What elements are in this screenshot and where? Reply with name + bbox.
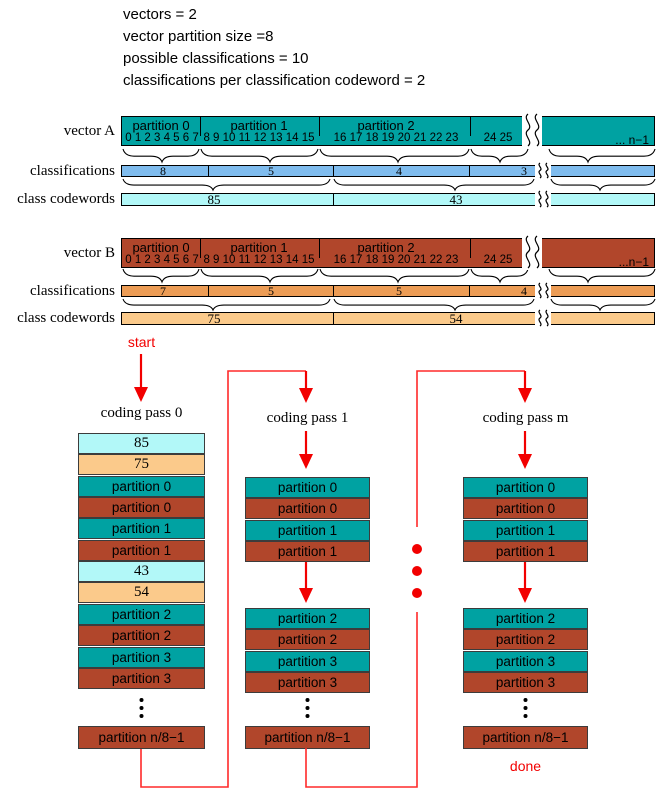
column-ellipsis-dots [140,698,528,718]
partition-divider [319,239,320,258]
partition-divider [470,117,471,136]
done-label: done [509,758,542,774]
coding-pass-0-label: coding pass 0 [100,405,183,421]
pass-block: partition 2 [245,608,370,629]
codeword-bar-a [121,193,655,206]
codeword-value-a: 85 [207,192,221,207]
codeword-value-a: 43 [449,192,463,207]
classification-value-a: 3 [521,164,527,178]
vector-b-label: vector B [63,245,115,261]
pass-block: partition 3 [78,668,205,689]
pass-final-block: partition n/8−1 [245,726,370,749]
classification-bar-a [121,165,655,177]
vector-b-partition-label: partition 0 [132,240,190,255]
classification-value-b: 4 [521,284,527,298]
classifications-a-label: classifications [30,163,115,179]
classification-divider [208,286,209,296]
pass-block: partition 0 [245,498,370,519]
vector-a-indices: 8 9 10 11 12 13 14 15 [203,132,315,144]
pass-block: partition 1 [245,520,370,541]
classification-divider [333,166,334,176]
partition-divider [200,117,201,136]
classification-divider [208,166,209,176]
classification-divider [469,166,470,176]
vector-a-indices: 0 1 2 3 4 5 6 7 [125,132,199,144]
pass-block: partition 1 [78,518,205,539]
vector-a-indices: 24 25 [483,132,513,144]
start-label: start [127,334,156,350]
classification-bar-b [121,285,655,297]
codeword-divider [333,313,334,324]
codeword-divider [333,194,334,205]
config-line-vectors: vectors = 2 [123,6,197,23]
pass-block: partition 3 [463,672,588,693]
classification-value-b: 5 [268,284,274,298]
vector-a-partition-label: partition 1 [230,118,288,133]
classification-divider [333,286,334,296]
pass-block: partition 2 [463,629,588,650]
pass-ellipsis-red-dots [412,544,422,598]
pass-block: partition 1 [463,541,588,562]
pass-block: 85 [78,433,205,454]
vector-a-partition-label: partition 0 [132,118,190,133]
partition-divider [319,117,320,136]
pass-block: partition 0 [78,476,205,497]
pass-block: partition 0 [463,498,588,519]
vector-a-indices: 16 17 18 19 20 21 22 23 [333,132,459,144]
coding-pass-m-label: coding pass m [482,410,569,426]
vector-b-bar [121,238,655,268]
pass-final-block: partition n/8−1 [463,726,588,749]
pass-block: partition 3 [245,651,370,672]
pass-final-block: partition n/8−1 [78,726,205,749]
vector-a-bar [121,116,655,146]
pass-block: partition 2 [78,625,205,646]
vector-b-partition-label: partition 1 [230,240,288,255]
vector-a-label: vector A [63,123,115,139]
config-line-partition-size: vector partition size =8 [123,28,274,45]
classification-value-a: 4 [396,164,402,178]
codeword-value-b: 75 [207,311,221,326]
vector-a-tail: ... n−1 [615,133,649,147]
vector-b-indices: 8 9 10 11 12 13 14 15 [203,254,315,266]
pass-block: partition 3 [463,651,588,672]
pass-block: partition 1 [245,541,370,562]
codewords-a-label: class codewords [17,191,115,207]
classification-value-a: 8 [160,164,166,178]
pass-block: partition 2 [463,608,588,629]
codewords-b-label: class codewords [17,310,115,326]
classification-value-b: 7 [160,284,166,298]
pass-block: partition 3 [78,647,205,668]
codeword-bar-b [121,312,655,325]
classification-value-b: 5 [396,284,402,298]
vector-b-indices: 16 17 18 19 20 21 22 23 [333,254,459,266]
pass-block: partition 2 [245,629,370,650]
partition-divider [470,239,471,258]
pass-block: 43 [78,561,205,582]
classification-value-a: 5 [268,164,274,178]
vector-a-partition-label: partition 2 [357,118,415,133]
codeword-value-b: 54 [449,311,463,326]
classification-divider [469,286,470,296]
pass-block: partition 0 [463,477,588,498]
coding-pass-1-label: coding pass 1 [266,410,349,426]
pass-block: partition 0 [78,497,205,518]
vector-b-partition-label: partition 2 [357,240,415,255]
config-line-classifications: possible classifications = 10 [123,50,309,67]
vector-b-indices: 24 25 [483,254,513,266]
vector-b-tail: ...n−1 [618,255,649,269]
pass-block: partition 1 [463,520,588,541]
vector-b-indices: 0 1 2 3 4 5 6 7 [125,254,199,266]
partition-divider [200,239,201,258]
pass-block: partition 3 [245,672,370,693]
classifications-b-label: classifications [30,283,115,299]
pass-block: 54 [78,582,205,603]
pass-block: partition 1 [78,540,205,561]
pass-block: 75 [78,454,205,475]
config-line-codeword: classifications per classification codeword = 2 [123,72,426,89]
pass-block: partition 0 [245,477,370,498]
pass-block: partition 2 [78,604,205,625]
